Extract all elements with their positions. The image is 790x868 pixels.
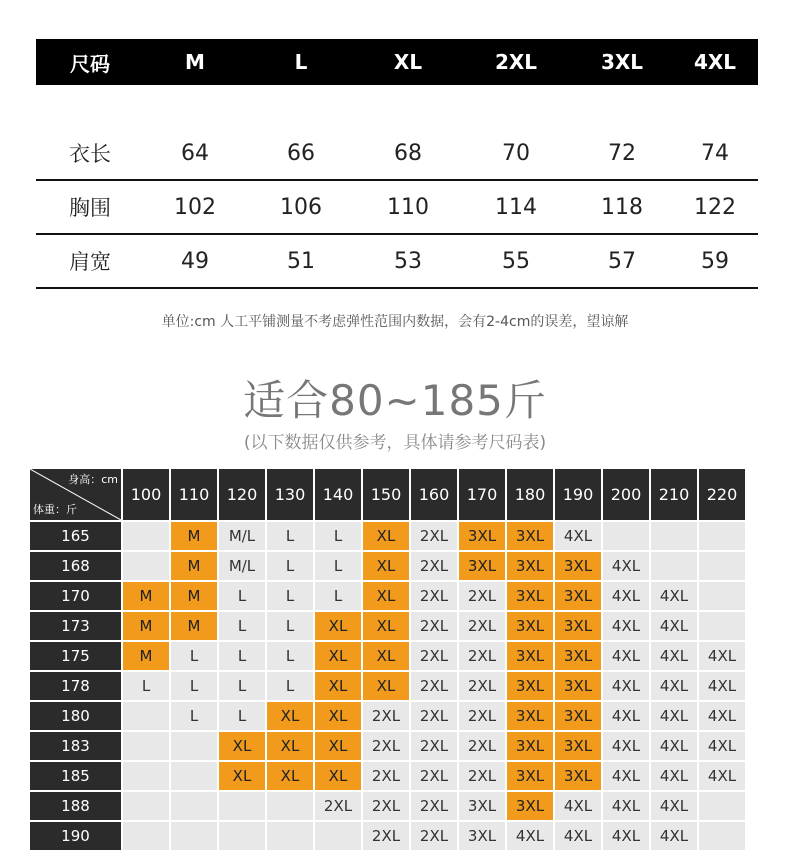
height-header-cell: 190 bbox=[555, 469, 601, 520]
fit-cell: 2XL bbox=[411, 582, 457, 610]
fit-cell-recommended: XL bbox=[363, 612, 409, 640]
row-label: 肩宽 bbox=[69, 250, 111, 274]
fit-cell-recommended: XL bbox=[267, 732, 313, 760]
header-cell: M bbox=[185, 50, 205, 74]
fit-cell bbox=[699, 522, 745, 550]
weight-header-cell: 183 bbox=[30, 732, 121, 760]
fit-cell-recommended: 3XL bbox=[459, 522, 505, 550]
fit-cell-recommended: 3XL bbox=[507, 522, 553, 550]
corner-cell bbox=[30, 469, 121, 520]
fit-cell bbox=[123, 522, 169, 550]
fit-cell-recommended: 3XL bbox=[555, 672, 601, 700]
fit-cell bbox=[171, 822, 217, 850]
fit-cell: L bbox=[267, 552, 313, 580]
height-header-cell: 220 bbox=[699, 469, 745, 520]
fit-cell: 4XL bbox=[651, 582, 697, 610]
fit-cell bbox=[123, 702, 169, 730]
fit-cell-recommended: 3XL bbox=[555, 552, 601, 580]
fit-cell: 2XL bbox=[315, 792, 361, 820]
fit-cell: L bbox=[219, 702, 265, 730]
fit-cell-recommended: 3XL bbox=[507, 702, 553, 730]
fit-cell-recommended: 3XL bbox=[507, 642, 553, 670]
fit-cell-recommended: XL bbox=[363, 642, 409, 670]
fit-row bbox=[30, 762, 745, 790]
fit-row bbox=[30, 672, 745, 700]
height-header-cell: 170 bbox=[459, 469, 505, 520]
fit-cell-recommended: XL bbox=[363, 552, 409, 580]
fit-cell: 2XL bbox=[411, 522, 457, 550]
header-cell: L bbox=[294, 50, 308, 74]
fit-cell: 4XL bbox=[603, 702, 649, 730]
fit-subtitle: (以下数据仅供参考，具体请参考尺码表) bbox=[243, 433, 547, 453]
fit-cell: L bbox=[267, 522, 313, 550]
fit-cell: 4XL bbox=[699, 732, 745, 760]
fit-cell: 4XL bbox=[555, 822, 601, 850]
fit-cell: 2XL bbox=[411, 702, 457, 730]
fit-cell: 4XL bbox=[699, 642, 745, 670]
fit-cell: L bbox=[219, 642, 265, 670]
fit-cell: 4XL bbox=[651, 822, 697, 850]
fit-cell bbox=[603, 522, 649, 550]
fit-cell: 4XL bbox=[651, 612, 697, 640]
table-cell: 57 bbox=[608, 248, 636, 274]
fit-cell bbox=[123, 732, 169, 760]
fit-cell bbox=[699, 552, 745, 580]
fit-cell bbox=[315, 822, 361, 850]
fit-cell: 2XL bbox=[363, 762, 409, 790]
fit-cell: 2XL bbox=[459, 612, 505, 640]
height-header-cell: 120 bbox=[219, 469, 265, 520]
row-label: 衣长 bbox=[69, 142, 111, 166]
fit-cell-recommended: M bbox=[171, 552, 217, 580]
fit-cell: 2XL bbox=[411, 792, 457, 820]
fit-cell-recommended: XL bbox=[315, 612, 361, 640]
table-cell: 66 bbox=[287, 140, 315, 166]
fit-cell bbox=[123, 792, 169, 820]
fit-cell: L bbox=[171, 642, 217, 670]
fit-cell: 2XL bbox=[411, 672, 457, 700]
fit-cell bbox=[171, 792, 217, 820]
fit-cell: 2XL bbox=[459, 762, 505, 790]
fit-cell: 4XL bbox=[699, 672, 745, 700]
table-cell: 114 bbox=[495, 194, 537, 220]
fit-cell bbox=[651, 552, 697, 580]
fit-cell: 4XL bbox=[603, 552, 649, 580]
height-header-cell: 210 bbox=[651, 469, 697, 520]
fit-cell bbox=[699, 822, 745, 850]
fit-cell: 4XL bbox=[555, 792, 601, 820]
fit-cell bbox=[267, 792, 313, 820]
fit-cell-recommended: 3XL bbox=[555, 732, 601, 760]
fit-cell-recommended: 3XL bbox=[555, 582, 601, 610]
fit-cell: 4XL bbox=[507, 822, 553, 850]
fit-cell-recommended: 3XL bbox=[507, 672, 553, 700]
weight-header-cell: 180 bbox=[30, 702, 121, 730]
fit-cell bbox=[123, 552, 169, 580]
fit-cell: L bbox=[171, 672, 217, 700]
size-table-body bbox=[36, 127, 758, 289]
fit-cell: 3XL bbox=[459, 822, 505, 850]
fit-cell-recommended: 3XL bbox=[507, 762, 553, 790]
unit-note: 单位:cm 人工平铺测量不考虑弹性范围内数据，会有2-4cm的误差，望谅解 bbox=[161, 314, 629, 330]
weight-header-cell: 170 bbox=[30, 582, 121, 610]
fit-cell bbox=[651, 522, 697, 550]
fit-cell: 4XL bbox=[555, 522, 601, 550]
size-row-chest bbox=[36, 181, 758, 235]
fit-cell-recommended: XL bbox=[363, 672, 409, 700]
fit-cell: 4XL bbox=[603, 642, 649, 670]
fit-cell: 4XL bbox=[603, 672, 649, 700]
fit-cell-recommended: M bbox=[171, 612, 217, 640]
fit-cell: 4XL bbox=[651, 792, 697, 820]
fit-cell-recommended: M bbox=[123, 612, 169, 640]
weight-header-cell: 165 bbox=[30, 522, 121, 550]
fit-row bbox=[30, 582, 745, 610]
fit-grid-body bbox=[30, 522, 745, 850]
table-cell: 72 bbox=[608, 140, 636, 166]
fit-cell-recommended: XL bbox=[363, 522, 409, 550]
fit-cell: 2XL bbox=[363, 732, 409, 760]
size-table bbox=[36, 39, 758, 289]
fit-cell: L bbox=[315, 552, 361, 580]
weight-header-cell: 190 bbox=[30, 822, 121, 850]
fit-cell-recommended: XL bbox=[267, 762, 313, 790]
fit-cell: 2XL bbox=[459, 582, 505, 610]
height-header-cell: 160 bbox=[411, 469, 457, 520]
fit-cell: 2XL bbox=[459, 732, 505, 760]
fit-cell bbox=[699, 582, 745, 610]
table-cell: 49 bbox=[181, 248, 209, 274]
fit-row bbox=[30, 612, 745, 640]
fit-cell-recommended: XL bbox=[315, 642, 361, 670]
fit-cell: 4XL bbox=[699, 702, 745, 730]
weight-header-cell: 188 bbox=[30, 792, 121, 820]
header-cell: 4XL bbox=[693, 50, 737, 74]
header-cell: 2XL bbox=[494, 50, 538, 74]
fit-cell: 2XL bbox=[411, 822, 457, 850]
fit-cell-recommended: XL bbox=[363, 582, 409, 610]
table-cell: 74 bbox=[701, 140, 729, 166]
fit-cell bbox=[699, 612, 745, 640]
fit-cell-recommended: 3XL bbox=[555, 642, 601, 670]
fit-cell-recommended: M bbox=[123, 642, 169, 670]
fit-cell: 4XL bbox=[603, 822, 649, 850]
fit-cell: 3XL bbox=[459, 792, 505, 820]
fit-cell: M/L bbox=[219, 552, 265, 580]
fit-cell: L bbox=[267, 642, 313, 670]
fit-cell: 2XL bbox=[363, 792, 409, 820]
fit-cell: 2XL bbox=[459, 642, 505, 670]
weight-header-cell: 185 bbox=[30, 762, 121, 790]
fit-cell: 2XL bbox=[363, 702, 409, 730]
weight-header-cell: 175 bbox=[30, 642, 121, 670]
corner-height-label: 身高：cm bbox=[68, 473, 118, 486]
fit-row bbox=[30, 792, 745, 820]
fit-cell: L bbox=[267, 672, 313, 700]
fit-cell: 4XL bbox=[651, 642, 697, 670]
fit-cell-recommended: XL bbox=[219, 762, 265, 790]
table-cell: 106 bbox=[280, 194, 322, 220]
fit-cell-recommended: XL bbox=[315, 732, 361, 760]
fit-cell: 4XL bbox=[651, 762, 697, 790]
fit-cell-recommended: M bbox=[171, 522, 217, 550]
fit-row bbox=[30, 522, 745, 550]
table-cell: 55 bbox=[502, 248, 530, 274]
fit-cell: 2XL bbox=[411, 612, 457, 640]
fit-cell: L bbox=[267, 582, 313, 610]
table-cell: 122 bbox=[694, 194, 736, 220]
fit-cell bbox=[699, 792, 745, 820]
fit-cell bbox=[267, 822, 313, 850]
fit-cell: L bbox=[219, 672, 265, 700]
fit-cell-recommended: 3XL bbox=[555, 762, 601, 790]
fit-cell-recommended: M bbox=[171, 582, 217, 610]
fit-row bbox=[30, 732, 745, 760]
weight-header-cell: 173 bbox=[30, 612, 121, 640]
fit-grid bbox=[28, 467, 747, 852]
fit-cell: 4XL bbox=[651, 672, 697, 700]
fit-cell: L bbox=[123, 672, 169, 700]
fit-cell: L bbox=[219, 582, 265, 610]
height-header-cell: 100 bbox=[123, 469, 169, 520]
fit-cell-recommended: XL bbox=[315, 762, 361, 790]
weight-header-cell: 178 bbox=[30, 672, 121, 700]
fit-cell: L bbox=[315, 522, 361, 550]
fit-cell: 4XL bbox=[651, 732, 697, 760]
table-cell: 51 bbox=[287, 248, 315, 274]
size-table-header bbox=[36, 39, 758, 85]
size-row-length bbox=[36, 127, 758, 181]
fit-cell bbox=[171, 762, 217, 790]
fit-grid-header bbox=[30, 469, 745, 520]
fit-cell-recommended: 3XL bbox=[507, 612, 553, 640]
fit-cell: 4XL bbox=[651, 702, 697, 730]
header-cell: 3XL bbox=[600, 50, 644, 74]
fit-row bbox=[30, 702, 745, 730]
fit-cell-recommended: XL bbox=[315, 672, 361, 700]
fit-cell-recommended: 3XL bbox=[507, 792, 553, 820]
fit-cell: 2XL bbox=[459, 672, 505, 700]
fit-cell: 2XL bbox=[411, 732, 457, 760]
header-cell: XL bbox=[393, 50, 423, 74]
table-cell: 59 bbox=[701, 248, 729, 274]
fit-cell: 4XL bbox=[603, 612, 649, 640]
size-row-shoulder bbox=[36, 235, 758, 289]
fit-cell: L bbox=[171, 702, 217, 730]
fit-cell: 4XL bbox=[603, 762, 649, 790]
fit-cell-recommended: 3XL bbox=[555, 612, 601, 640]
height-header-cell: 150 bbox=[363, 469, 409, 520]
corner-weight-label: 体重：斤 bbox=[33, 503, 77, 516]
fit-cell-recommended: XL bbox=[219, 732, 265, 760]
fit-cell-recommended: 3XL bbox=[507, 732, 553, 760]
height-header-cell: 180 bbox=[507, 469, 553, 520]
header-cell: 尺码 bbox=[70, 51, 110, 76]
fit-cell: L bbox=[315, 582, 361, 610]
fit-cell: 2XL bbox=[363, 822, 409, 850]
table-cell: 64 bbox=[181, 140, 209, 166]
fit-cell bbox=[123, 822, 169, 850]
fit-cell bbox=[123, 762, 169, 790]
fit-cell: 2XL bbox=[459, 702, 505, 730]
fit-cell-recommended: XL bbox=[267, 702, 313, 730]
fit-cell-recommended: 3XL bbox=[507, 582, 553, 610]
height-header-cell: 200 bbox=[603, 469, 649, 520]
table-cell: 70 bbox=[502, 140, 530, 166]
height-header-cell: 110 bbox=[171, 469, 217, 520]
fit-cell-recommended: 3XL bbox=[507, 552, 553, 580]
height-header-cell: 140 bbox=[315, 469, 361, 520]
fit-cell-recommended: XL bbox=[315, 702, 361, 730]
fit-cell-recommended: 3XL bbox=[459, 552, 505, 580]
height-header-cell: 130 bbox=[267, 469, 313, 520]
fit-cell bbox=[171, 732, 217, 760]
fit-cell-recommended: M bbox=[123, 582, 169, 610]
table-cell: 118 bbox=[601, 194, 643, 220]
table-cell: 102 bbox=[174, 194, 216, 220]
fit-row bbox=[30, 822, 745, 850]
fit-cell: L bbox=[219, 612, 265, 640]
fit-cell-recommended: 3XL bbox=[555, 702, 601, 730]
table-cell: 53 bbox=[394, 248, 422, 274]
table-cell: 68 bbox=[394, 140, 422, 166]
weight-header-cell: 168 bbox=[30, 552, 121, 580]
fit-cell: 2XL bbox=[411, 642, 457, 670]
fit-cell bbox=[219, 822, 265, 850]
fit-cell: 2XL bbox=[411, 762, 457, 790]
fit-row bbox=[30, 552, 745, 580]
fit-cell: 4XL bbox=[603, 732, 649, 760]
fit-cell: 4XL bbox=[603, 582, 649, 610]
table-cell: 110 bbox=[387, 194, 429, 220]
fit-cell: L bbox=[267, 612, 313, 640]
row-label: 胸围 bbox=[69, 196, 111, 220]
fit-row bbox=[30, 642, 745, 670]
fit-title: 适合80~185斤 bbox=[243, 376, 547, 425]
fit-cell bbox=[219, 792, 265, 820]
fit-cell: 4XL bbox=[603, 792, 649, 820]
fit-cell: 4XL bbox=[699, 762, 745, 790]
fit-cell: M/L bbox=[219, 522, 265, 550]
fit-cell: 2XL bbox=[411, 552, 457, 580]
